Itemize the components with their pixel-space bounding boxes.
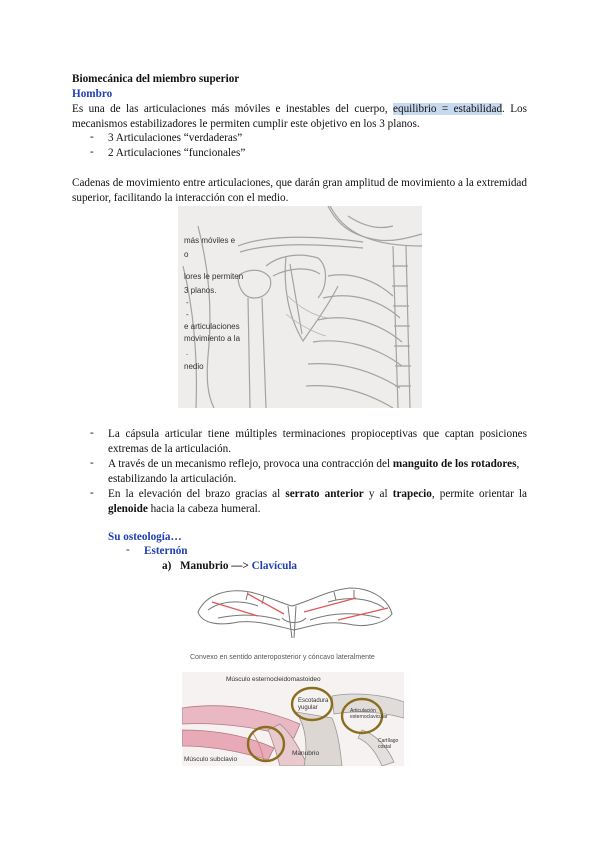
sub-item: Manubrio —> Clavícula [180, 560, 298, 572]
overlay-text: o [184, 250, 189, 259]
shoulder-skeleton-figure [178, 206, 422, 408]
document-title: Biomecánica del miembro superior [72, 73, 240, 85]
figure-label: Cartílago costal [378, 738, 399, 750]
list-item: En la elevación del brazo gracias al serrato anterior y al trapecio, permite orientar la [108, 488, 528, 500]
list-item: extremas de la articulación. [108, 443, 232, 455]
list-item: 2 Articulaciones “funcionales” [108, 147, 246, 159]
overlay-text: . [186, 348, 189, 357]
overlay-text: - [186, 310, 189, 319]
intro-line-1: Es una de las articulaciones más móviles e inestables del cuerpo, equilibrio = estabilidad. Los [72, 103, 527, 115]
bullet-dash: - [90, 146, 94, 158]
highlight-text: equilibrio = estabilidad [393, 103, 503, 115]
overlay-text: 3 planos. [184, 286, 217, 295]
list-item: A través de un mecanismo reflejo, provoca una contracción del manguito de los rotadores, [108, 458, 520, 470]
clavicle-figure [188, 580, 400, 664]
sternoclavicular-figure [182, 672, 404, 766]
osteology-item: Esternón [144, 545, 188, 557]
figure-label: Escotadura yugular [298, 698, 329, 711]
bullet-dash: - [90, 487, 94, 499]
intro-line-2: mecanismos estabilizadores le permiten cumplir este objetivo en los 3 planos. [72, 118, 420, 130]
list-item: La cápsula articular tiene múltiples terminaciones propioceptivas que captan posiciones [108, 428, 527, 440]
overlay-text: movimiento a la [184, 334, 241, 343]
clavicle-drawing [188, 580, 400, 664]
chains-line-1: Cadenas de movimiento entre articulaciones, que darán gran amplitud de movimiento a la extremidad [72, 177, 527, 189]
bullet-dash: - [126, 544, 130, 556]
bullet-dash: - [90, 457, 94, 469]
figure-caption: Convexo en sentido anteroposterior y cóncavo lateralmente [190, 654, 375, 661]
overlay-text: nedio [184, 362, 204, 371]
overlay-text: lores le permiten [184, 272, 244, 281]
list-item: 3 Articulaciones “verdaderas” [108, 132, 243, 144]
figure-label: Articulación esternoclavicular [350, 708, 388, 720]
osteology-heading: Su osteología… [108, 531, 182, 543]
figure-label: Músculo subclavio [184, 756, 238, 763]
figure-label: Músculo esternocleidomastoideo [226, 676, 321, 683]
overlay-text: más móviles e [184, 236, 236, 245]
chains-line-2: superior, facilitando la interacción con el medio. [72, 192, 289, 204]
list-item: estabilizando la articulación. [108, 473, 237, 485]
overlay-text: - [186, 298, 189, 307]
list-item: glenoide hacia la cabeza humeral. [108, 503, 261, 515]
figure-label: Manubrio [292, 750, 320, 757]
bullet-dash: - [90, 131, 94, 143]
overlay-text: e articulaciones [184, 322, 240, 331]
section-heading: Hombro [72, 88, 113, 100]
sub-item-label: a) [162, 560, 172, 572]
bullet-dash: - [90, 427, 94, 439]
